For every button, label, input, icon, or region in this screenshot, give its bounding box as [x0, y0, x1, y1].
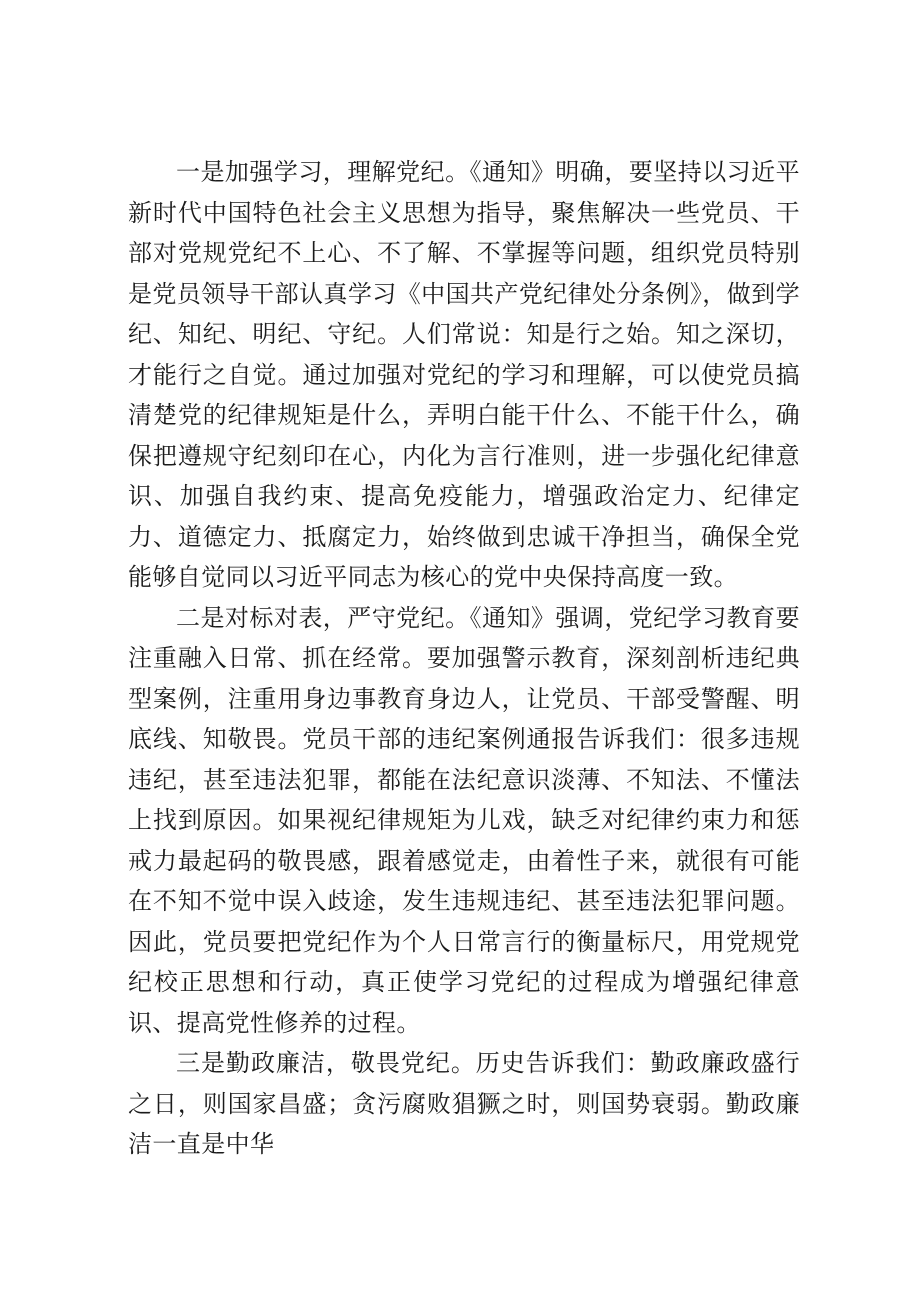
paragraph-1: 一是加强学习，理解党纪。《通知》明确，要坚持以习近平新时代中国特色社会主义思想为指导，聚焦解决一些党员、干部对党规党纪不上心、不了解、不掌握等问题，组织党员特别是党员领导干部认真学习《中国共产党纪律处分条例》，做到学纪、知纪、明纪、守纪。人们常说：知是行之始。知之深切，才能行之自觉。通过加强对党纪的学习和理解，可以使党员搞清楚党的纪律规矩是什么，弄明白能干什么、不能干什么，确保把遵规守纪刻印在心，内化为言行准则，进一步强化纪律意识、加强自我约束、提高免疫能力，增强政治定力、纪律定力、道德定力、抵腐定力，始终做到忠诚干净担当，确保全党能够自觉同以习近平同志为核心的党中央保持高度一致。	[128, 158, 800, 591]
paragraph-2: 二是对标对表，严守党纪。《通知》强调，党纪学习教育要注重融入日常、抓在经常。要加强警示教育，深刻剖析违纪典型案例，注重用身边事教育身边人，让党员、干部受警醒、明底线、知敬畏。党员干部的违纪案例通报告诉我们：很多违规违纪，甚至违法犯罪，都能在法纪意识淡薄、不知法、不懂法上找到原因。如果视纪律规矩为儿戏，缺乏对纪律约束力和惩戒力最起码的敬畏感，跟着感觉走，由着性子来，就很有可能在不知不觉中误入歧途，发生违规违纪、甚至违法犯罪问题。因此，党员要把党纪作为个人日常言行的衡量标尺，用党规党纪校正思想和行动，真正使学习党纪的过程成为增强纪律意识、提高党性修养的过程。	[128, 603, 800, 1037]
paragraph-3: 三是勤政廉洁，敬畏党纪。历史告诉我们：勤政廉政盛行之日，则国家昌盛；贪污腐败猖獗之时，则国势衰弱。勤政廉洁一直是中华	[128, 1049, 800, 1158]
document-body	[128, 152, 800, 1165]
